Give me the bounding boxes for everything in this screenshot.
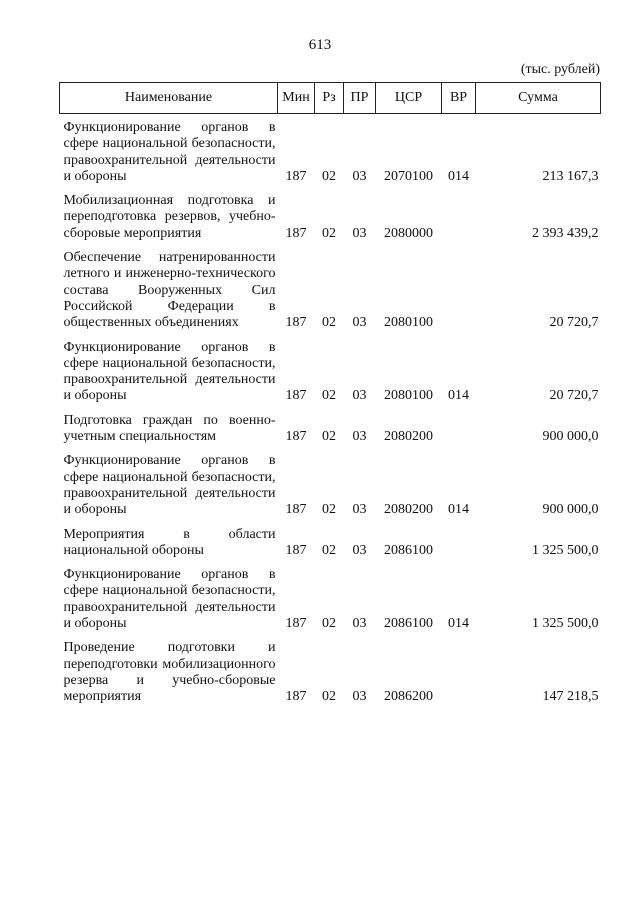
cell-csr: 2086100 <box>384 542 433 558</box>
table-row <box>60 561 601 634</box>
cell-rz: 02 <box>322 616 336 632</box>
cell-sum: 900 000,0 <box>542 502 599 518</box>
table-row <box>60 521 601 562</box>
header-csr: ЦСР <box>376 83 442 114</box>
cell-name: Функционирование органов в сфере национальной безопасности, правоохранительной деятельности и обороны <box>63 567 276 632</box>
cell-csr: 2080100 <box>384 388 433 404</box>
cell-name: Функционирование органов в сфере национальной безопасности, правоохранительной деятельности и обороны <box>63 339 276 404</box>
cell-vr <box>442 407 476 448</box>
cell-rz: 02 <box>322 542 336 558</box>
cell-csr: 2086200 <box>384 689 433 705</box>
cell-rz: 02 <box>322 502 336 518</box>
cell-min: 187 <box>285 542 307 558</box>
table-row <box>60 244 601 333</box>
cell-vr: 014 <box>448 502 469 518</box>
page-number: 613 <box>308 37 332 53</box>
table-row <box>60 334 601 407</box>
table-row <box>60 407 601 448</box>
cell-min: 187 <box>285 689 307 705</box>
cell-min: 187 <box>285 429 307 445</box>
header-sum: Сумма <box>476 83 601 114</box>
cell-rz: 02 <box>322 388 336 404</box>
cell-csr: 2080100 <box>384 315 433 331</box>
table-row <box>60 114 601 188</box>
header-name: Наименование <box>60 83 278 114</box>
cell-csr: 2080000 <box>384 225 433 241</box>
cell-pr: 03 <box>352 388 367 404</box>
cell-name: Подготовка граждан по военно-учетным специальностям <box>63 412 276 445</box>
cell-rz: 02 <box>322 429 336 445</box>
cell-pr: 03 <box>352 542 367 558</box>
cell-csr: 2080200 <box>384 429 433 445</box>
cell-min: 187 <box>285 616 307 632</box>
cell-name: Функционирование органов в сфере национальной безопасности, правоохранительной деятельности и обороны <box>63 453 276 518</box>
cell-min: 187 <box>285 502 307 518</box>
cell-rz: 02 <box>322 689 336 705</box>
table-row <box>60 447 601 520</box>
table-header-row <box>60 83 601 114</box>
table-row <box>60 634 601 707</box>
cell-min: 187 <box>285 315 307 331</box>
cell-vr <box>442 634 476 707</box>
cell-pr: 03 <box>352 168 367 184</box>
cell-csr: 2080200 <box>384 502 433 518</box>
cell-pr: 03 <box>352 689 367 705</box>
cell-vr: 014 <box>448 388 469 404</box>
cell-vr: 014 <box>448 168 469 184</box>
cell-csr: 2070100 <box>384 168 433 184</box>
cell-rz: 02 <box>322 168 336 184</box>
cell-pr: 03 <box>352 225 367 241</box>
header-vr: ВР <box>442 83 476 114</box>
cell-rz: 02 <box>322 225 336 241</box>
cell-sum: 1 325 500,0 <box>532 616 599 632</box>
header-min: Мин <box>278 83 315 114</box>
cell-sum: 1 325 500,0 <box>532 542 599 558</box>
cell-pr: 03 <box>352 502 367 518</box>
cell-vr <box>442 187 476 244</box>
header-rz: Рз <box>315 83 344 114</box>
cell-min: 187 <box>285 388 307 404</box>
cell-sum: 147 218,5 <box>542 689 599 705</box>
cell-csr: 2086100 <box>384 616 433 632</box>
cell-pr: 03 <box>352 429 367 445</box>
cell-rz: 02 <box>322 315 336 331</box>
header-pr: ПР <box>344 83 376 114</box>
cell-vr <box>442 244 476 333</box>
cell-name: Проведение подготовки и переподготовки мобилизационного резерва и учебно-сборовые мероприятия <box>63 640 276 705</box>
cell-pr: 03 <box>352 315 367 331</box>
cell-name: Мероприятия в области национальной обороны <box>63 526 276 558</box>
units-label: (тыс. рублей) <box>520 62 600 77</box>
budget-table <box>59 82 601 708</box>
cell-name: Мобилизационная подготовка и переподготовка резервов, учебно-сборовые мероприятия <box>63 193 276 241</box>
cell-sum: 2 393 439,2 <box>532 225 599 241</box>
cell-name: Функционирование органов в сфере национальной безопасности, правоохранительной деятельности и обороны <box>63 120 276 184</box>
cell-name: Обеспечение натренированности летного и инженерно-технического состава Вооруженных Сил Российской Федерации в общественных объединениях <box>63 250 276 331</box>
cell-sum: 20 720,7 <box>549 315 599 331</box>
cell-vr <box>442 521 476 562</box>
table-row <box>60 187 601 244</box>
cell-sum: 20 720,7 <box>549 388 599 404</box>
cell-vr: 014 <box>448 616 469 632</box>
table-body <box>60 114 601 708</box>
cell-min: 187 <box>285 168 307 184</box>
cell-sum: 213 167,3 <box>542 168 599 184</box>
cell-pr: 03 <box>352 616 367 632</box>
cell-sum: 900 000,0 <box>542 429 599 445</box>
cell-min: 187 <box>285 225 307 241</box>
